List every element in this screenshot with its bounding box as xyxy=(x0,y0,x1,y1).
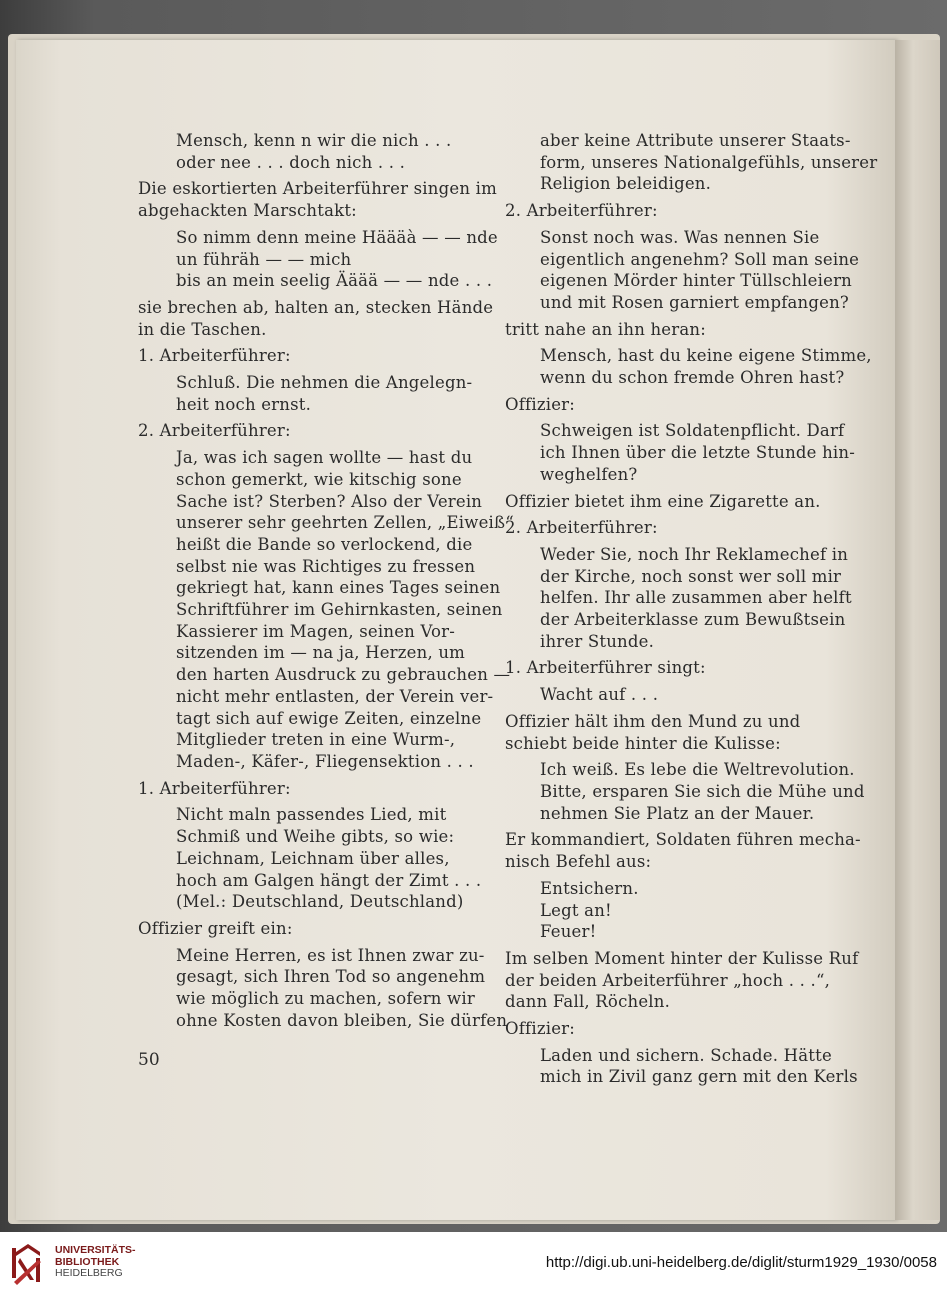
text-line: ohne Kosten davon bleiben, Sie dürfen xyxy=(176,1010,508,1030)
stage-direction-block xyxy=(138,778,486,800)
text-line: Wacht auf . . . xyxy=(540,685,659,705)
text-line: (Mel.: Deutschland, Deutschland) xyxy=(176,892,464,912)
text-line: Kassierer im Magen, seinen Vor- xyxy=(176,621,456,641)
text-line: eigentlich angenehm? Soll man seine xyxy=(540,249,860,269)
text-line: weghelfen? xyxy=(540,464,638,484)
indented-speech-block xyxy=(505,345,872,388)
stage-direction-block xyxy=(138,918,486,940)
text-line: Offizier: xyxy=(505,394,575,414)
stage-direction-block xyxy=(138,297,494,340)
indented-speech-block xyxy=(505,420,856,485)
text-line: Schriftführer im Gehirnkasten, seinen xyxy=(176,600,503,620)
stage-direction-block xyxy=(505,517,849,539)
text-line: sie brechen ab, halten an, stecken Hände xyxy=(138,297,494,317)
university-library-logo-icon[interactable] xyxy=(8,1240,48,1290)
stage-direction-block xyxy=(505,657,849,679)
library-name-line2: BIBLIOTHEK xyxy=(55,1255,120,1268)
text-line: mich in Zivil ganz gern mit den Kerls xyxy=(540,1067,858,1087)
text-line: gesagt, sich Ihren Tod so angenehm xyxy=(176,967,486,987)
text-line: wenn du schon fremde Ohren hast? xyxy=(540,368,845,388)
stage-direction-block xyxy=(505,829,861,872)
indented-speech-block xyxy=(138,447,514,773)
text-line: eigenen Mörder hinter Tüllschleiern xyxy=(540,271,852,291)
text-line: Leichnam, Leichnam über alles, xyxy=(176,848,450,868)
text-line: selbst nie was Richtiges zu fressen xyxy=(176,556,476,576)
text-line: Legt an! xyxy=(540,900,612,920)
text-line: unserer sehr geehrten Zellen, „Eiweiß“ xyxy=(176,513,514,533)
indented-speech-block xyxy=(505,1045,858,1088)
text-line: So nimm denn meine Häääà — — nde xyxy=(176,227,498,247)
page-number: 50 xyxy=(138,1050,160,1070)
text-line: Mensch, hast du keine eigene Stimme, xyxy=(540,346,872,366)
text-line: sitzenden im — na ja, Herzen, um xyxy=(176,643,466,663)
text-line: form, unseres Nationalgefühls, unserer xyxy=(540,152,878,172)
text-line: heit noch ernst. xyxy=(176,394,312,414)
text-line: Feuer! xyxy=(540,922,597,942)
text-line: der Arbeiterklasse zum Bewußtsein xyxy=(540,610,846,630)
text-line: Nicht maln passendes Lied, mit xyxy=(176,805,447,825)
text-line: und mit Rosen garniert empfangen? xyxy=(540,292,849,312)
text-line: der beiden Arbeiterführer „hoch . . .“, xyxy=(505,970,831,990)
text-line: Offizier bietet ihm eine Zigarette an. xyxy=(505,491,821,511)
text-line: Ja, was ich sagen wollte — hast du xyxy=(176,448,473,468)
text-line: tagt sich auf ewige Zeiten, einzelne xyxy=(176,708,482,728)
text-line: heißt die Bande so verlockend, die xyxy=(176,534,473,554)
text-line: Mensch, kenn n wir die nich . . . xyxy=(176,131,452,150)
indented-speech-block xyxy=(505,544,852,653)
stage-direction-block xyxy=(138,178,497,221)
text-line: helfen. Ihr alle zusammen aber helft xyxy=(540,588,852,608)
text-line: Schweigen ist Soldatenpflicht. Darf xyxy=(540,421,845,441)
indented-speech-block xyxy=(138,130,486,173)
text-line: schiebt beide hinter die Kulisse: xyxy=(505,733,781,753)
permalink-url[interactable]: http://digi.ub.uni-heidelberg.de/diglit/sturm1929_1930/0058 xyxy=(545,1254,937,1271)
text-line: nisch Befehl aus: xyxy=(505,852,652,872)
indented-speech-block xyxy=(505,130,878,195)
text-line: der Kirche, noch sonst wer soll mir xyxy=(540,566,842,586)
text-line: Religion beleidigen. xyxy=(540,174,712,194)
text-line: Offizier hält ihm den Mund zu und xyxy=(505,711,801,731)
text-line: dann Fall, Röcheln. xyxy=(505,992,671,1012)
book-next-page-edge xyxy=(895,40,940,1220)
indented-speech-block xyxy=(505,227,860,314)
indented-speech-block xyxy=(505,759,865,824)
text-line: Sache ist? Sterben? Also der Verein xyxy=(176,491,483,511)
text-line: hoch am Galgen hängt der Zimt . . . xyxy=(176,870,482,890)
text-line: aber keine Attribute unserer Staats- xyxy=(540,131,851,150)
text-line: Im selben Moment hinter der Kulisse Ruf xyxy=(505,948,859,968)
stage-direction-block xyxy=(505,319,849,341)
text-line: Offizier greift ein: xyxy=(138,918,293,938)
stage-direction-block xyxy=(505,711,849,754)
indented-speech-block xyxy=(138,372,486,415)
text-line: 1. Arbeiterführer singt: xyxy=(505,658,706,678)
stage-direction-block xyxy=(505,394,849,416)
text-line: Maden-, Käfer-, Fliegensektion . . . xyxy=(176,751,474,771)
text-line: abgehackten Marschtakt: xyxy=(138,201,357,221)
text-line: Bitte, ersparen Sie sich die Mühe und xyxy=(540,781,865,801)
text-line: gekriegt hat, kann eines Tages seinen xyxy=(176,578,501,598)
text-line: in die Taschen. xyxy=(138,319,267,339)
text-line: tritt nahe an ihn heran: xyxy=(505,319,706,339)
text-line: nehmen Sie Platz an der Mauer. xyxy=(540,803,815,823)
text-line: oder nee . . . doch nich . . . xyxy=(176,152,406,172)
text-line: Entsichern. xyxy=(540,878,639,898)
indented-speech-block xyxy=(505,878,849,943)
viewer-footer xyxy=(0,1232,947,1297)
indented-speech-block xyxy=(138,227,498,292)
text-line: Meine Herren, es ist Ihnen zwar zu- xyxy=(176,945,485,965)
text-line: Schmiß und Weihe gibts, so wie: xyxy=(176,827,455,847)
text-line: Die eskortierten Arbeiterführer singen im xyxy=(138,179,497,199)
text-line: nicht mehr entlasten, der Verein ver- xyxy=(176,686,494,706)
stage-direction-block xyxy=(505,948,859,1013)
left-text-column xyxy=(138,130,514,1031)
text-line: Mitglieder treten in eine Wurm-, xyxy=(176,730,456,750)
text-line: 1. Arbeiterführer: xyxy=(138,778,291,798)
library-name[interactable] xyxy=(55,1245,136,1280)
text-line: Weder Sie, noch Ihr Reklamechef in xyxy=(540,544,849,564)
stage-direction-block xyxy=(138,345,486,367)
text-line: Schluß. Die nehmen die Angelegn- xyxy=(176,373,473,393)
indented-speech-block xyxy=(138,945,508,1032)
stage-direction-block xyxy=(505,1018,849,1040)
indented-speech-block xyxy=(138,804,486,913)
text-line: Ich weiß. Es lebe die Weltrevolution. xyxy=(540,760,855,780)
text-line: 2. Arbeiterführer: xyxy=(138,421,291,441)
text-line: 2. Arbeiterführer: xyxy=(505,201,658,221)
indented-speech-block xyxy=(505,684,849,706)
text-line: Sonst noch was. Was nennen Sie xyxy=(540,227,820,247)
text-line: 1. Arbeiterführer: xyxy=(138,346,291,366)
text-line: schon gemerkt, wie kitschig sone xyxy=(176,469,462,489)
text-line: Laden und sichern. Schade. Hätte xyxy=(540,1045,832,1065)
text-line: Offizier: xyxy=(505,1019,575,1039)
text-line: wie möglich zu machen, sofern wir xyxy=(176,989,475,1009)
stage-direction-block xyxy=(138,420,486,442)
library-name-line3: HEIDELBERG xyxy=(55,1267,123,1279)
stage-direction-block xyxy=(505,200,849,222)
right-text-column xyxy=(505,130,878,1088)
text-line: den harten Ausdruck zu gebrauchen — xyxy=(176,665,511,685)
text-line: un führäh — — mich xyxy=(176,249,352,269)
text-line: 2. Arbeiterführer: xyxy=(505,518,658,538)
library-name-line1: UNIVERSITÄTS- xyxy=(55,1244,136,1256)
text-line: ihrer Stunde. xyxy=(540,631,655,651)
stage-direction-block xyxy=(505,491,849,513)
text-line: Er kommandiert, Soldaten führen mecha- xyxy=(505,830,861,850)
text-line: bis an mein seelig Ääää — — nde . . . xyxy=(176,271,493,291)
text-line: ich Ihnen über die letzte Stunde hin- xyxy=(540,443,856,463)
